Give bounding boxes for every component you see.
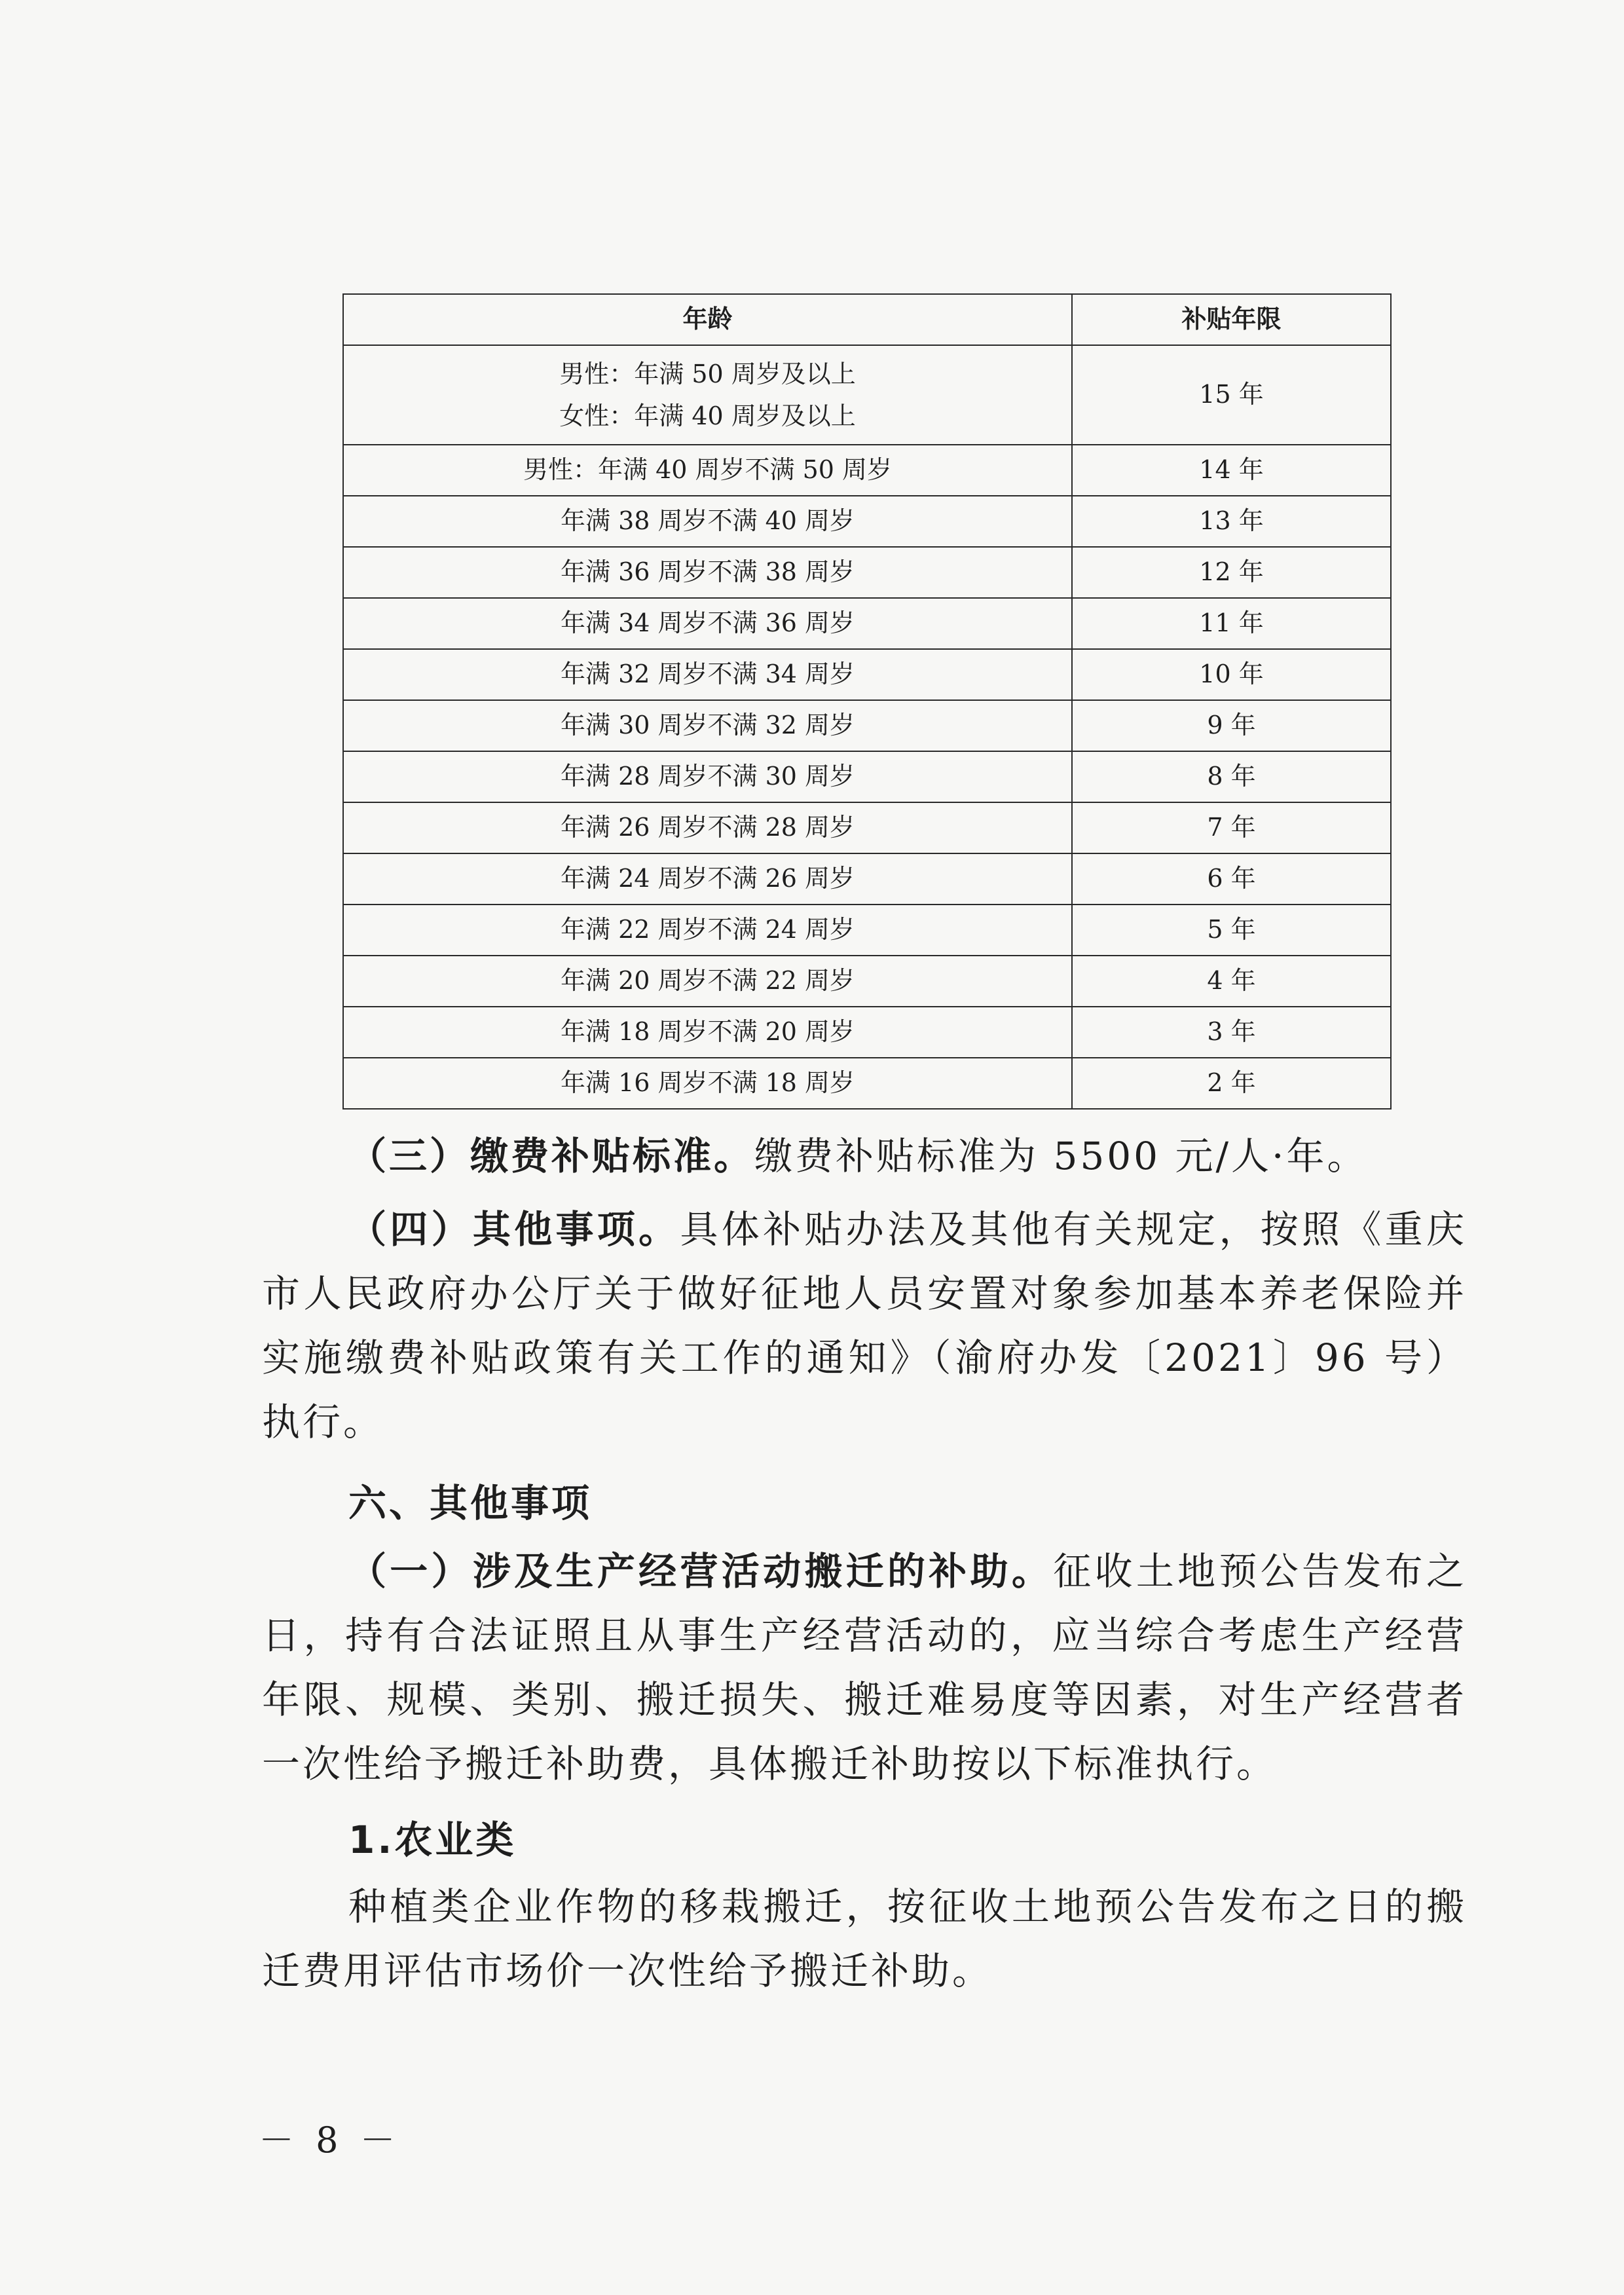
age-cell: 年满 20 周岁不满 22 周岁 xyxy=(343,956,1072,1007)
age-column-header: 年龄 xyxy=(343,294,1072,345)
table-row xyxy=(343,905,1391,956)
agriculture-subheading: 1.农业类 xyxy=(348,1818,517,1862)
section-3-text: 缴费补贴标准为 5500 元/人·年。 xyxy=(754,1134,1368,1178)
years-cell: 2 年 xyxy=(1072,1058,1391,1109)
table-row xyxy=(343,345,1391,445)
table-row xyxy=(343,802,1391,853)
table-header-row xyxy=(343,294,1391,345)
years-cell: 9 年 xyxy=(1072,700,1391,751)
years-cell: 15 年 xyxy=(1072,345,1391,445)
section-4-text: 具体补贴办法及其他有关规定，按照《重庆市人民政府办公厅关于做好征地人员安置对象参加基本养老保险并实施缴费补贴政策有关工作的通知》（渝府办发〔2021〕96 号）执行。 xyxy=(262,1207,1467,1444)
table-row xyxy=(343,445,1391,496)
years-cell: 12 年 xyxy=(1072,547,1391,598)
age-cell: 年满 18 周岁不满 20 周岁 xyxy=(343,1007,1072,1058)
age-cell: 年满 26 周岁不满 28 周岁 xyxy=(343,802,1072,853)
years-cell: 5 年 xyxy=(1072,905,1391,956)
subsidy-years-table xyxy=(342,293,1392,1110)
section-6-heading: 六、其他事项 xyxy=(348,1481,593,1525)
years-cell: 14 年 xyxy=(1072,445,1391,496)
years-cell: 10 年 xyxy=(1072,649,1391,700)
paragraph-payment-standard xyxy=(262,1124,1467,1188)
table-row xyxy=(343,496,1391,547)
age-line-male: 男性：年满 50 周岁及以上 xyxy=(559,360,856,388)
table-row xyxy=(343,853,1391,905)
years-cell: 4 年 xyxy=(1072,956,1391,1007)
years-cell: 8 年 xyxy=(1072,751,1391,802)
age-cell: 年满 28 周岁不满 30 周岁 xyxy=(343,751,1072,802)
years-column-header: 补贴年限 xyxy=(1072,294,1391,345)
table-row xyxy=(343,598,1391,649)
page-number: － 8 － xyxy=(259,2119,401,2161)
table-row xyxy=(343,751,1391,802)
years-cell: 13 年 xyxy=(1072,496,1391,547)
paragraph-relocation-subsidy xyxy=(262,1539,1467,1796)
age-cell: 年满 34 周岁不满 36 周岁 xyxy=(343,598,1072,649)
table-row xyxy=(343,956,1391,1007)
age-cell: 年满 30 周岁不满 32 周岁 xyxy=(343,700,1072,751)
years-cell: 6 年 xyxy=(1072,853,1391,905)
age-cell: 年满 22 周岁不满 24 周岁 xyxy=(343,905,1072,956)
section-3-lead: （三）缴费补贴标准。 xyxy=(348,1134,755,1178)
years-cell: 7 年 xyxy=(1072,802,1391,853)
table-row xyxy=(343,547,1391,598)
table-row xyxy=(343,700,1391,751)
age-cell xyxy=(343,345,1072,445)
age-cell: 男性：年满 40 周岁不满 50 周岁 xyxy=(343,445,1072,496)
section-6-item-1-lead: （一）涉及生产经营活动搬迁的补助。 xyxy=(348,1549,1054,1594)
age-line-female: 女性：年满 40 周岁及以上 xyxy=(559,401,856,430)
section-4-lead: （四）其他事项。 xyxy=(348,1207,680,1252)
table-row xyxy=(343,1058,1391,1109)
table-row xyxy=(343,1007,1391,1058)
age-cell: 年满 16 周岁不满 18 周岁 xyxy=(343,1058,1072,1109)
age-cell: 年满 38 周岁不满 40 周岁 xyxy=(343,496,1072,547)
table-row xyxy=(343,649,1391,700)
section-6-item-1-text: 征收土地预公告发布之日，持有合法证照且从事生产经营活动的，应当综合考虑生产经营年限、规模、类别、搬迁损失、搬迁难易度等因素，对生产经营者一次性给予搬迁补助费，具体搬迁补助按以下标准执行。 xyxy=(262,1549,1467,1786)
age-cell: 年满 32 周岁不满 34 周岁 xyxy=(343,649,1072,700)
age-cell: 年满 24 周岁不满 26 周岁 xyxy=(343,853,1072,905)
years-cell: 3 年 xyxy=(1072,1007,1391,1058)
age-cell: 年满 36 周岁不满 38 周岁 xyxy=(343,547,1072,598)
paragraph-other-matters xyxy=(262,1197,1467,1454)
years-cell: 11 年 xyxy=(1072,598,1391,649)
paragraph-agriculture: 种植类企业作物的移栽搬迁，按征收土地预公告发布之日的搬迁费用评估市场价一次性给予搬迁补助。 xyxy=(262,1884,1467,1993)
